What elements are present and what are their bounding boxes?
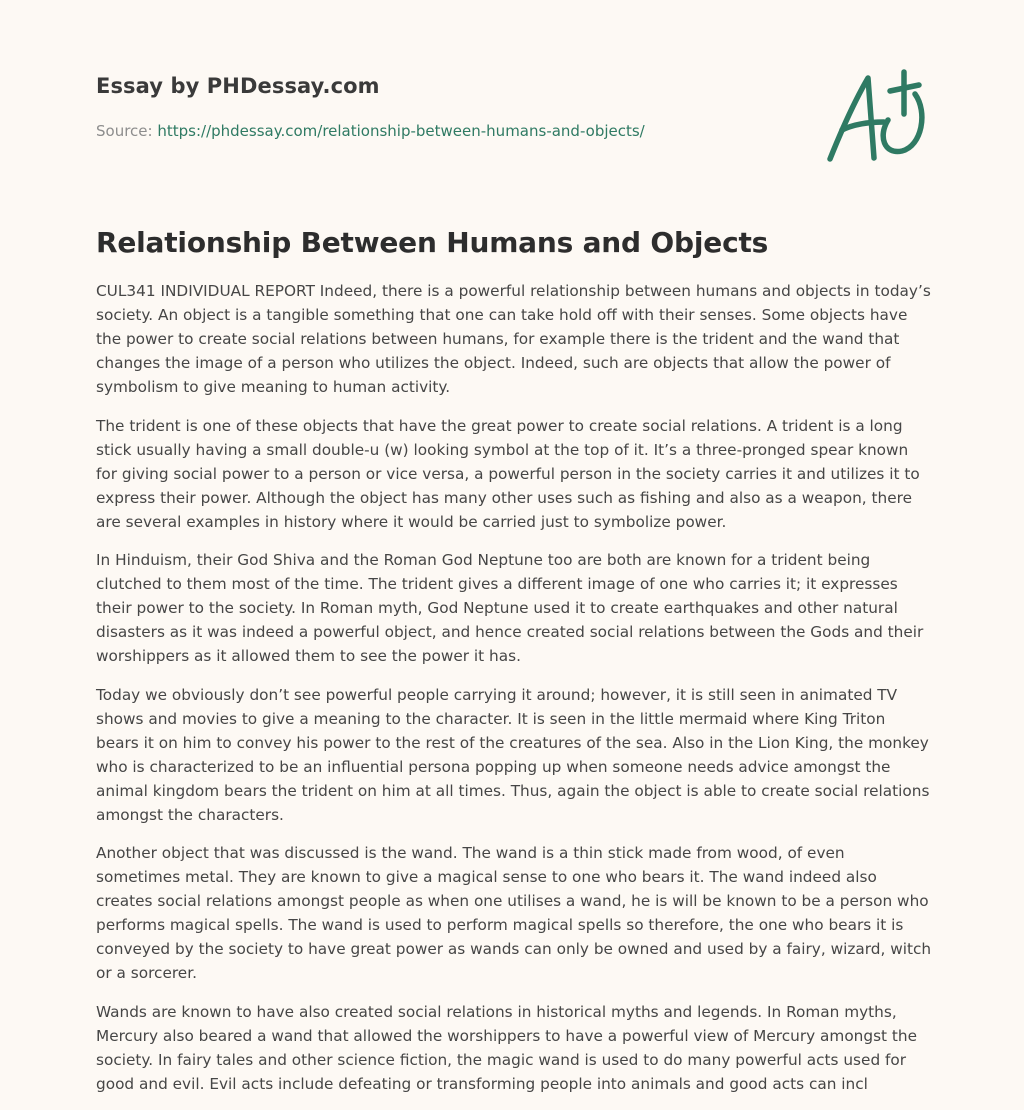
essay-paragraph: In Hinduism, their God Shiva and the Roman God Neptune too are both are known for a trident being clutched to them most of the time. The trident gives a different image of one who carries it; it expresses their power to the society. In Roman myth, God Neptune used it to create earthquakes and other natural disasters as it was indeed a powerful object, and hence created social relations between the Gods and their worshippers as it allowed them to see the power it has. — [96, 551, 924, 665]
essay-paragraph: CUL341 INDIVIDUAL REPORT Indeed, there is a powerful relationship between humans and objects in today’s society. An object is a tangible something that one can take hold off with their senses. Some objects have the power to create social relations between humans, for example there is the trident and the wand that changes the image of a person who utilizes the object. Indeed, such are objects that allow the power of symbolism to give meaning to human activity. — [96, 282, 931, 396]
essay-paragraph: Wands are known to have also created social relations in historical myths and legends. In Roman myths, Mercury also beared a wand that allowed the worshippers to have a powerful view of Mercury amongst the society. In fairy tales and other science fiction, the magic wand is used to do many powerful acts used for good and evil. Evil acts include defeating or transforming people into animals and good acts can incl — [96, 1002, 918, 1093]
essay-body — [96, 279, 932, 1096]
a-plus-logo-icon — [818, 64, 930, 168]
essay-paragraph: Another object that was discussed is the wand. The wand is a thin stick made from wood, of even sometimes metal. They are known to give a magical sense to one who bears it. The wand indeed also creates social relations amongst people as when one utilises a wand, he is will be known to be a person who performs magical spells. The wand is used to perform magical spells so therefore, the one who bears it is conveyed by the society to have great power as wands can only be owned and used by a fairy, wizard, witch or a sorcerer. — [96, 844, 932, 982]
source-link[interactable]: https://phdessay.com/relationship-between-humans-and-objects/ — [157, 122, 645, 140]
essay-paragraph: Today we obviously don’t see powerful people carrying it around; however, it is still seen in animated TV shows and movies to give a meaning to the character. It is seen in the little mermaid where King Triton bears it on him to convey his power to the rest of the creatures of the sea. Also in the Lion King, the monkey who is characterized to be an influential persona popping up when someone needs advice amongst the animal kingdom bears the trident on him at all times. Thus, again the object is able to create social relations amongst the characters. — [96, 685, 930, 824]
essay-content — [96, 226, 932, 1110]
essay-title: Relationship Between Humans and Objects — [96, 226, 769, 259]
source-line — [96, 122, 816, 140]
site-title: Essay by PHDessay.com — [96, 74, 380, 98]
source-label: Source: — [96, 122, 153, 140]
essay-paragraph: The trident is one of these objects that have the great power to create social relations. A trident is a long stick usually having a small double-u (w) looking symbol at the top of it. It’s a three-pronged spear known for giving social power to a person or vice versa, a powerful person in the society carries it and utilizes it to express their power. Although the object has many other uses such as fishing and also as a weapon, there are several examples in history where it would be carried just to symbolize power. — [96, 416, 920, 531]
page-header — [96, 74, 816, 140]
